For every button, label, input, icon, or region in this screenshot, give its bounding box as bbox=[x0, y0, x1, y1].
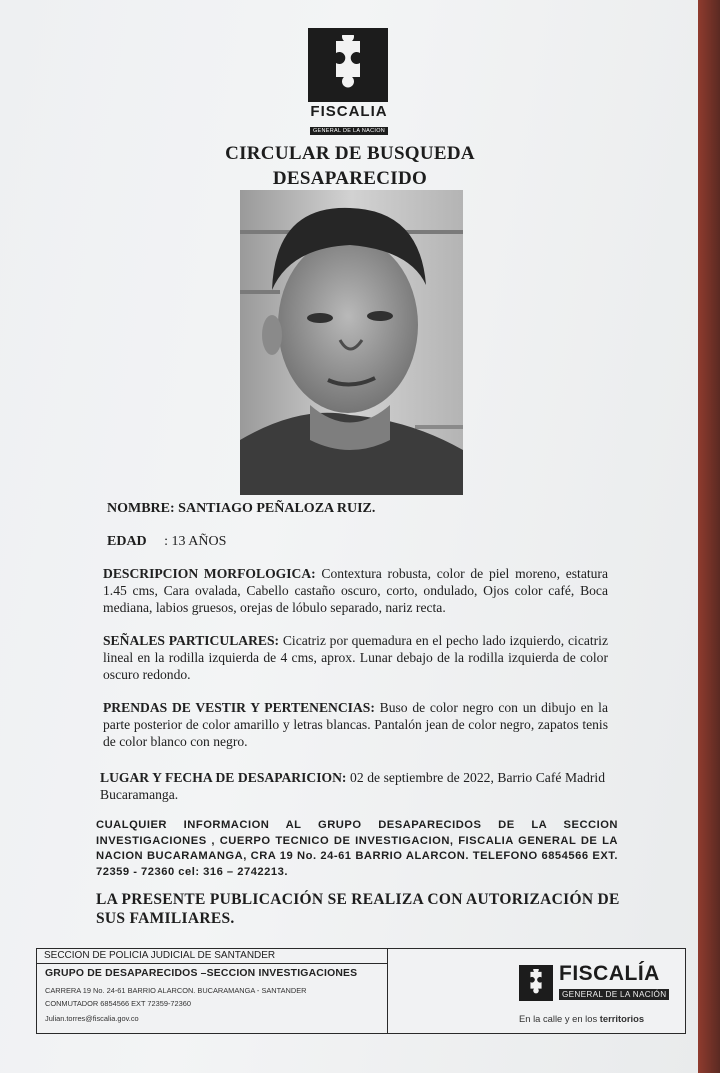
clothing-text: Buso de color negro con un dibujo en la parte posterior de color amarillo y letras blancas. Pantalón jean de color negro, zapatos tenis de color blanco con negro. bbox=[103, 700, 608, 749]
missing-person-photo bbox=[240, 190, 463, 495]
particular-signs-text: Cicatriz por quemadura en el pecho lado izquierdo, cicatriz lineal en la rodilla izquierda de 4 cms, aprox. Lunar debajo de la rodilla izquierda de color oscuro redondo. bbox=[103, 633, 608, 682]
footer-phone: CONMUTADOR 6854566 EXT 72359-72360 bbox=[45, 999, 191, 1008]
morphological-description bbox=[103, 565, 608, 616]
footer-puzzle-icon bbox=[519, 965, 553, 1001]
footer-divider bbox=[37, 963, 387, 964]
authorization-notice: LA PRESENTE PUBLICACIÓN SE REALIZA CON AUTORIZACIÓN DE SUS FAMILIARES. bbox=[96, 891, 620, 927]
footer-box bbox=[36, 948, 686, 1034]
disappearance-label: LUGAR Y FECHA DE DESAPARICION: bbox=[100, 770, 347, 785]
footer-address: CARRERA 19 No. 24-61 BARRIO ALARCON. BUCARAMANGA - SANTANDER bbox=[45, 986, 307, 995]
footer-logo-subtitle: GENERAL DE LA NACIÓN bbox=[559, 989, 669, 1000]
morphological-label: DESCRIPCION MORFOLOGICA: bbox=[103, 566, 316, 581]
clothing-belongings bbox=[103, 699, 608, 750]
name-field bbox=[107, 500, 375, 517]
footer-fiscalia-logo bbox=[519, 962, 679, 1027]
age-value: : 13 AÑOS bbox=[164, 534, 227, 549]
fiscalia-logo bbox=[308, 28, 390, 137]
disappearance-text: 02 de septiembre de 2022, Barrio Café Madrid Bucaramanga. bbox=[100, 770, 605, 802]
footer-logo-word: FISCALÍA bbox=[559, 962, 660, 985]
logo-subtitle: GENERAL DE LA NACION bbox=[310, 127, 388, 135]
morphological-text: Contextura robusta, color de piel moreno, estatura 1.45 cms, Cara ovalada, Cabello castaño oscuro, corto, ondulado, Ojos color café, Boca mediana, labios gruesos, orejas de lóbulo separado, nariz recta. bbox=[103, 566, 608, 615]
logo-word: FISCALIA bbox=[310, 103, 388, 120]
footer-section-name: SECCION DE POLICIA JUDICIAL DE SANTANDER bbox=[44, 950, 276, 961]
footer-slogan-a: En la calle y en los bbox=[519, 1013, 600, 1024]
footer-slogan bbox=[519, 1013, 644, 1024]
puzzle-icon bbox=[308, 28, 388, 102]
name-value: SANTIAGO PEÑALOZA RUIZ. bbox=[178, 501, 376, 516]
circular-title: CIRCULAR DE BUSQUEDA bbox=[225, 143, 475, 164]
footer-slogan-b: territorios bbox=[599, 1013, 645, 1024]
disappearance-place-date bbox=[100, 769, 605, 803]
contact-information: CUALQUIER INFORMACION AL GRUPO DESAPARECIDOS DE LA SECCION INVESTIGACIONES , CUERPO TECNICO DE INVESTIGACION, FISCALIA GENERAL DE LA NACION BUCARAMANGA, CRA 19 No. 24-61 BARRIO ALARCON. TELEFONO 6854566 EXT. 72359 - 72360 cel: 316 – 2742213. bbox=[96, 819, 618, 878]
circular-subtitle: DESAPARECIDO bbox=[272, 168, 428, 189]
footer-email: Julian.torres@fiscalia.gov.co bbox=[45, 1014, 139, 1023]
age-label: EDAD bbox=[107, 534, 147, 549]
background-edge bbox=[698, 0, 720, 1073]
name-label: NOMBRE: bbox=[107, 501, 175, 516]
age-field bbox=[107, 533, 226, 550]
particular-signs bbox=[103, 632, 608, 683]
footer-group-name: GRUPO DE DESAPARECIDOS –SECCION INVESTIGACIONES bbox=[45, 968, 358, 979]
clothing-label: PRENDAS DE VESTIR Y PERTENENCIAS: bbox=[103, 700, 375, 715]
footer-address-block bbox=[37, 949, 388, 1033]
particular-signs-label: SEÑALES PARTICULARES: bbox=[103, 633, 280, 648]
